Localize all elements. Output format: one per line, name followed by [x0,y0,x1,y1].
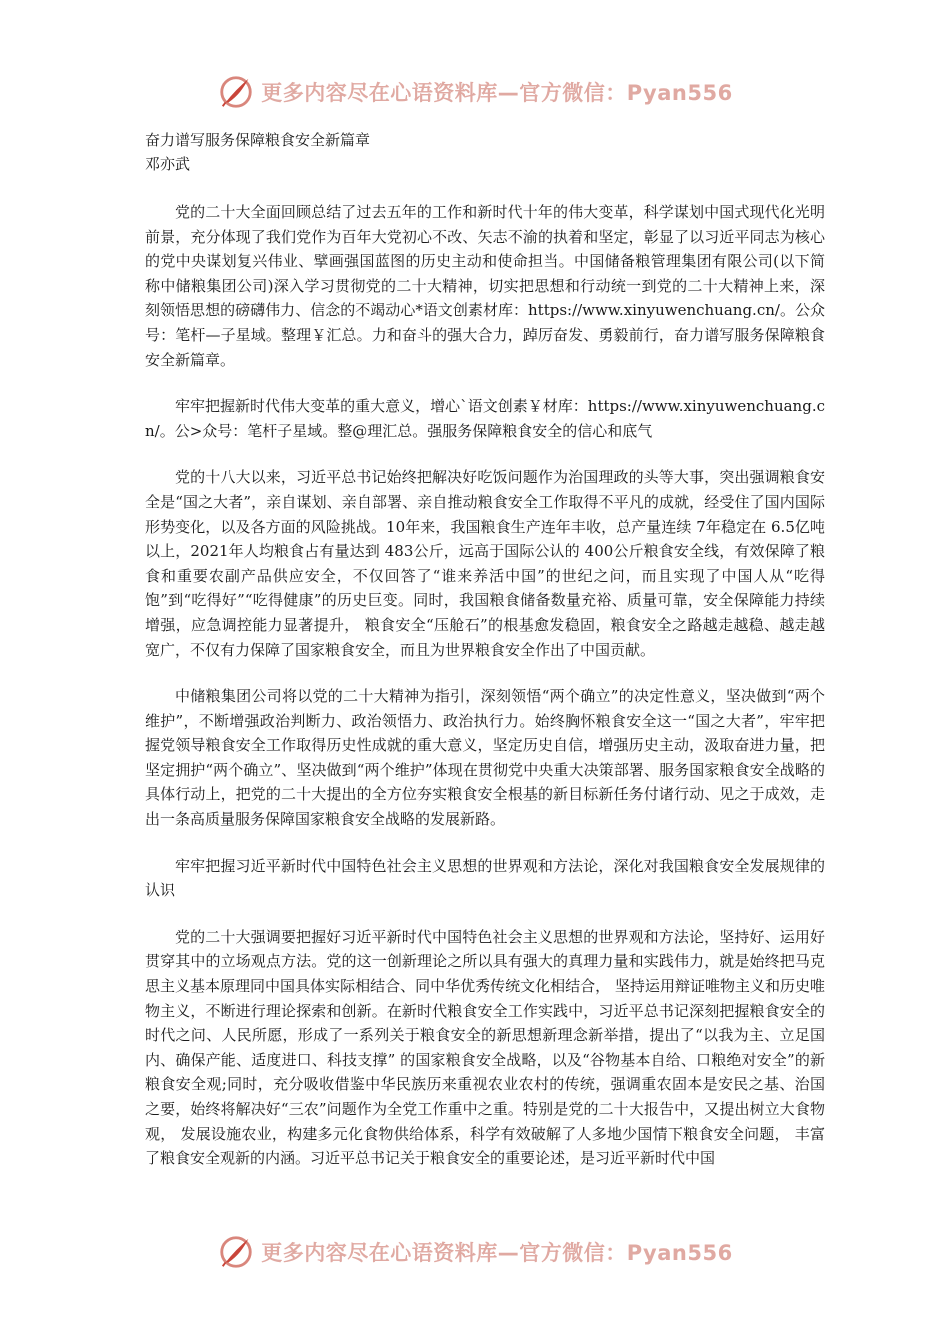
header-watermark-banner [0,70,950,114]
paragraph-2: 党的十八大以来，习近平总书记始终把解决好吃饭问题作为治国理政的头等大事，突出强调粮食安全是“国之大者”，亲自谋划、亲自部署、亲自推动粮食安全工作取得不平凡的成就，经受住了国内国际形势变化，以及各方面的风险挑战。10年来，我国粮食生产连年丰收，总产量连续 7年稳定在 6.5亿吨以上，2021年人均粮食占有量达到 483公斤，远高于国际公认的 400公斤粮食安全线，有效保障了粮食和重要农副产品供应安全，不仅回答了“谁来养活中国”的世纪之问，而且实现了中国人从“吃得饱”到“吃得好”“吃得健康”的历史巨变。同时，我国粮食储备数量充裕、质量可靠，安全保障能力持续增强，应急调控能力显著提升， 粮食安全“压舱石”的根基愈发稳固，粮食安全之路越走越稳、越走越宽广，不仅有力保障了国家粮食安全，而且为世界粮食安全作出了中国贡献。 [145,468,825,659]
section-heading-2: 牢牢把握习近平新时代中国特色社会主义思想的世界观和方法论，深化对我国粮食安全发展规律的认识 [145,856,825,900]
article-author: 邓亦武 [145,155,191,173]
section-heading-1: 牢牢把握新时代伟大变革的重大意义，增心`语文创素￥材库：https://www.xinyuwenchuang.cn/。公>众号：笔杆子星域。整@理汇总。强服务保障粮食安全的信心和底气 [145,397,825,440]
article-body [145,128,825,1171]
watermark-text: 更多内容尽在心语资料库—官方微信：Pyan556 [261,1241,733,1265]
quill-pen-icon [217,1233,255,1271]
paragraph-1: 党的二十大全面回顾总结了过去五年的工作和新时代十年的伟大变革，科学谋划中国式现代化光明前景，充分体现了我们党作为百年大党初心不改、矢志不渝的执着和坚定，彰显了以习近平同志为核心的党中央谋划复兴伟业、擘画强国蓝图的历史主动和使命担当。中国储备粮管理集团有限公司(以下简称中储粮集团公司)深入学习贯彻党的二十大精神，切实把思想和行动统一到党的二十大精神上来，深刻领悟思想的磅礴伟力、信念的不竭动心*语文创素材库：https://www.xinyuwenchuang.cn/。公众号：笔杆—子星域。整理￥汇总。力和奋斗的强大合力，踔厉奋发、勇毅前行，奋力谱写服务保障粮食安全新篇章。 [145,203,825,369]
footer-watermark-banner [0,1230,950,1274]
paragraph-3: 中储粮集团公司将以党的二十大精神为指引，深刻领悟“两个确立”的决定性意义，坚决做到“两个维护”，不断增强政治判断力、政治领悟力、政治执行力。始终胸怀粮食安全这一“国之大者”，牢牢把握党领导粮食安全工作取得历史性成就的重大意义，坚定历史自信，增强历史主动，汲取奋进力量，把坚定拥护“两个确立”、坚决做到“两个维护”体现在贯彻党中央重大决策部署、服务国家粮食安全战略的具体行动上，把党的二十大提出的全方位夯实粮食安全根基的新目标新任务付诸行动、见之于成效，走出一条高质量服务保障国家粮食安全战略的发展新路。 [145,687,825,829]
paragraph-4: 党的二十大强调要把握好习近平新时代中国特色社会主义思想的世界观和方法论，坚持好、运用好贯穿其中的立场观点方法。党的这一创新理论之所以具有强大的真理力量和实践伟力，就是始终把马克思主义基本原理同中国具体实际相结合、同中华优秀传统文化相结合， 坚持运用辩证唯物主义和历史唯物主义，不断进行理论探索和创新。在新时代粮食安全工作实践中，习近平总书记深刻把握粮食安全的时代之问、人民所愿，形成了一系列关于粮食安全的新思想新理念新举措，提出了“以我为主、立足国内、确保产能、适度进口、科技支撑” 的国家粮食安全战略，以及“谷物基本自给、口粮绝对安全”的新粮食安全观;同时，充分吸收借鉴中华民族历来重视农业农村的传统，强调重农固本是安民之基、治国之要，始终将解决好“三农”问题作为全党工作重中之重。特别是党的二十大报告中，又提出树立大食物观， 发展设施农业，构建多元化食物供给体系，科学有效破解了人多地少国情下粮食安全问题， 丰富了粮食安全观新的内涵。习近平总书记关于粮食安全的重要论述，是习近平新时代中国 [145,927,825,1168]
quill-pen-icon [217,73,255,111]
watermark-text: 更多内容尽在心语资料库—官方微信：Pyan556 [261,81,733,105]
article-title: 奋力谱写服务保障粮食安全新篇章 [145,131,371,149]
